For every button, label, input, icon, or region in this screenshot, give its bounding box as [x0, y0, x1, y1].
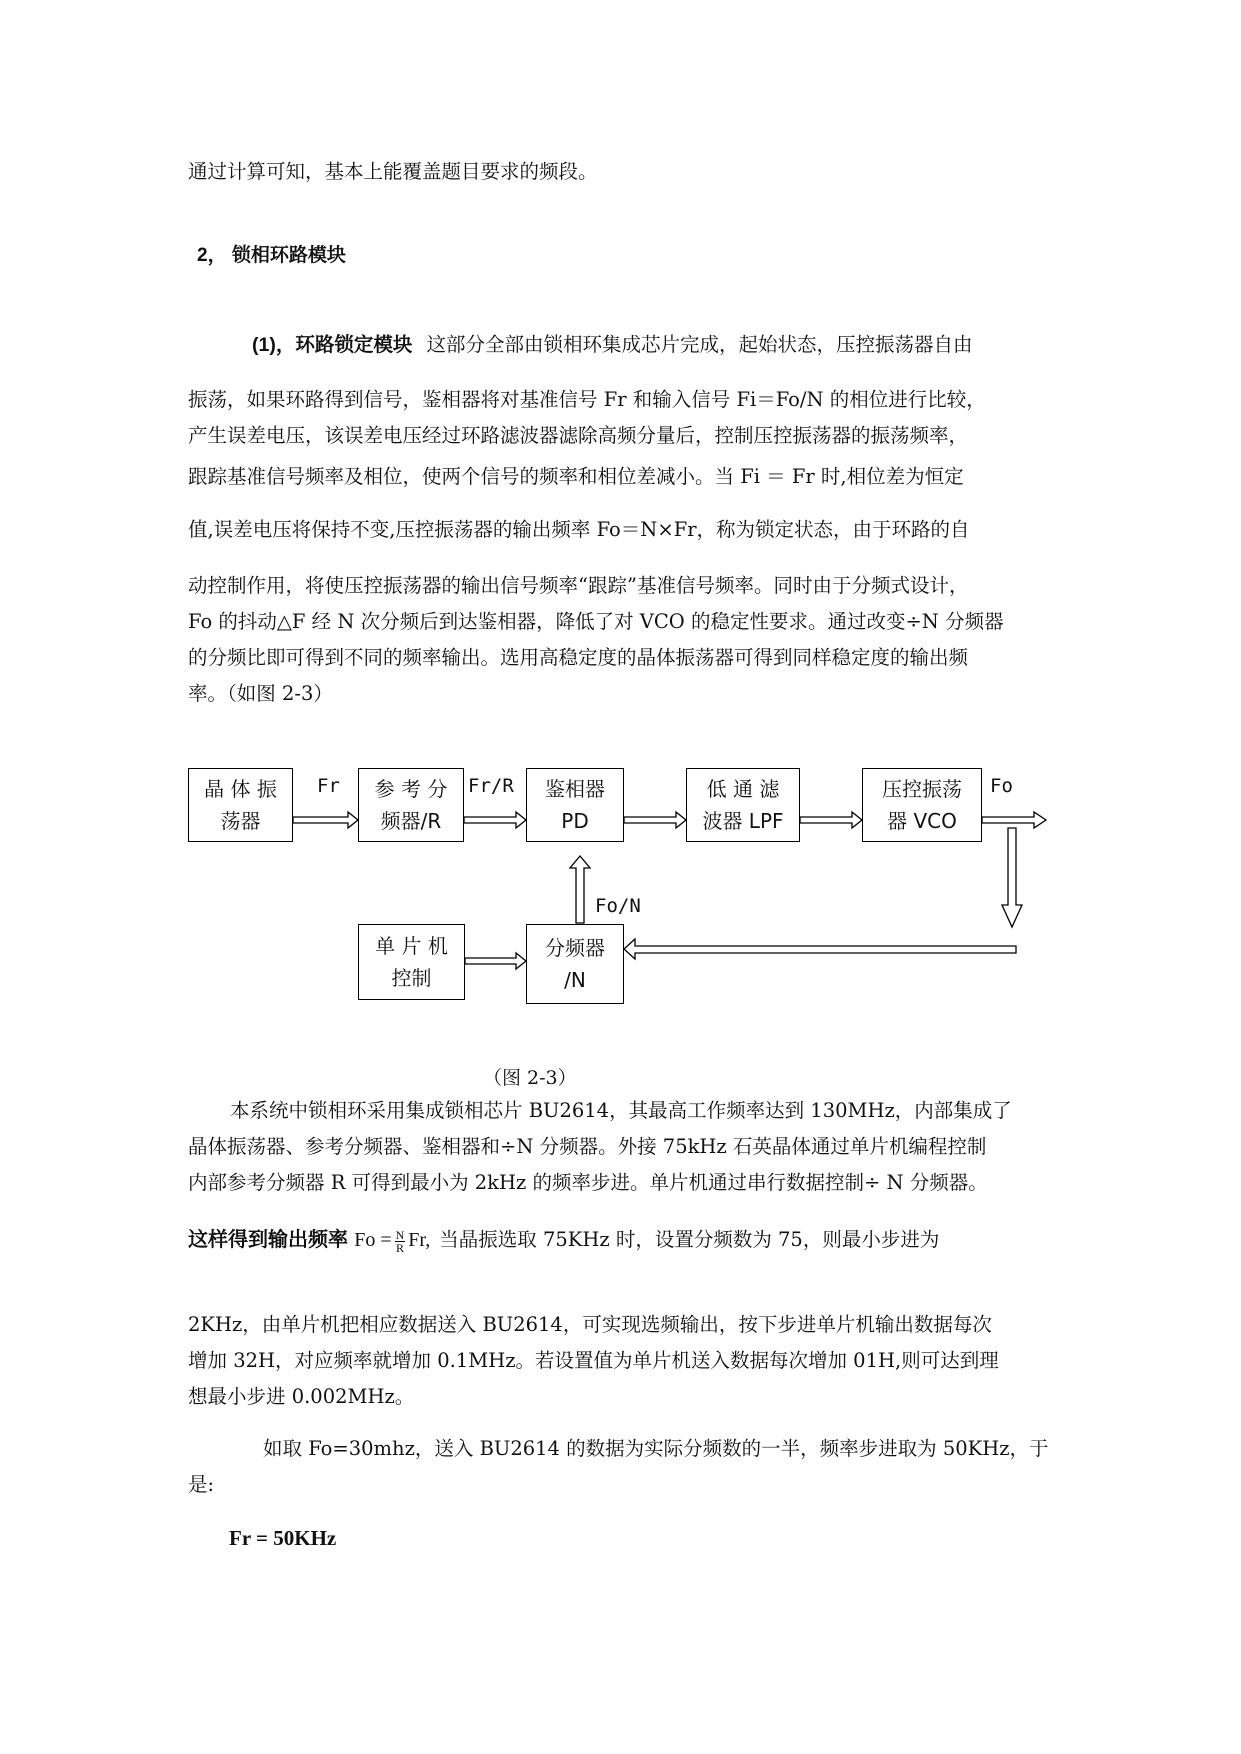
paragraph-line: 2KHz，由单片机把相应数据送入 BU2614，可实现选频输出，按下步进单片机输出数据每次	[188, 1313, 992, 1336]
block-label: 压控振荡	[882, 777, 962, 801]
arrow-feedback-to-ndiv	[624, 939, 1016, 959]
formula-lhs: Fo =	[354, 1229, 392, 1251]
mcu-control-block	[358, 924, 465, 1000]
signal-label-fr-r: Fr/R	[468, 775, 514, 797]
arrow-lpf-to-vco	[800, 812, 862, 828]
formula-rhs: Fr,	[408, 1229, 431, 1251]
paragraph-line: 想最小步进 0.002MHz。	[188, 1385, 415, 1408]
fraction-denominator: R	[395, 1240, 404, 1255]
low-pass-filter-block	[686, 768, 800, 842]
paragraph-line: 跟踪基准信号频率及相位，使两个信号的频率和相位差减小。当 Fi ＝ Fr 时,相位差为恒定	[188, 465, 964, 488]
arrow-feedback-down	[1002, 828, 1022, 927]
block-label: 频器/R	[380, 809, 442, 833]
formula-prefix: 这样得到输出频率	[188, 1229, 348, 1251]
formula	[354, 1227, 435, 1255]
block-label: /N	[564, 968, 586, 992]
figure-caption: （图 2-3）	[483, 1067, 577, 1089]
paragraph-text: 这部分全部由锁相环集成芯片完成，起始状态，压控振荡器自由	[426, 333, 973, 356]
block-label: 控制	[391, 966, 432, 990]
arrow-mcu-to-ndiv	[465, 953, 526, 969]
fraction-numerator: N	[395, 1227, 405, 1242]
block-label: 波器 LPF	[702, 809, 784, 833]
paragraph-line: 是:	[188, 1473, 215, 1496]
block-label: PD	[561, 809, 589, 833]
paragraph-line: Fo 的抖动△F 经 N 次分频后到达鉴相器，降低了对 VCO 的稳定性要求。通过改变÷N 分频器	[188, 610, 1004, 633]
subsection-label: (1)，环路锁定模块	[252, 334, 413, 356]
arrow-osc-to-refdiv	[293, 812, 358, 828]
block-label: 鉴相器	[545, 777, 605, 801]
block-label: 荡器	[220, 809, 261, 833]
paragraph-line: 如取 Fo=30mhz，送入 BU2614 的数据为实际分频数的一半，频率步进取为 50KHz，于	[263, 1437, 1049, 1460]
block-label: 单 片 机	[375, 934, 448, 958]
paragraph-line: 增加 32H，对应频率就增加 0.1MHz。若设置值为单片机送入数据每次增加 01H,则可达到理	[188, 1349, 999, 1372]
signal-label-fo-n: Fo/N	[595, 895, 641, 917]
paragraph-line: 率。（如图 2-3）	[188, 682, 333, 705]
arrow-ndiv-to-pd	[570, 856, 590, 923]
paragraph-line: 通过计算可知，基本上能覆盖题目要求的频段。	[188, 160, 598, 183]
paragraph-line: 晶体振荡器、参考分频器、鉴相器和÷N 分频器。外接 75kHz 石英晶体通过单片机编程控制	[188, 1135, 987, 1158]
block-label: 参 考 分	[374, 777, 448, 801]
vco-block	[862, 768, 982, 842]
formula-line	[188, 1228, 939, 1254]
paragraph-line: 值,误差电压将保持不变,压控振荡器的输出频率 Fo＝N×Fr，称为锁定状态，由于环路的自	[188, 518, 970, 541]
crystal-oscillator-block	[188, 768, 293, 842]
block-label: 晶 体 振	[204, 777, 277, 801]
arrow-pd-to-lpf	[624, 812, 686, 828]
signal-label-fo: Fo	[990, 775, 1013, 797]
block-label: 器 VCO	[887, 809, 957, 833]
paragraph-text: 当晶振选取 75KHz 时，设置分频数为 75，则最小步进为	[439, 1228, 940, 1251]
paragraph-line: 本系统中锁相环采用集成锁相芯片 BU2614，其最高工作频率达到 130MHz，内部集成了	[230, 1099, 1012, 1122]
phase-detector-block	[526, 768, 624, 842]
section-title: 2， 锁相环路模块	[197, 245, 346, 266]
paragraph-line: 动控制作用，将使压控振荡器的输出信号频率“跟踪”基准信号频率。同时由于分频式设计，	[188, 574, 969, 597]
arrow-refdiv-to-pd	[464, 812, 526, 828]
block-label: 分频器	[545, 936, 605, 960]
paragraph-line: 的分频比即可得到不同的频率输出。选用高稳定度的晶体振荡器可得到同样稳定度的输出频	[188, 646, 969, 669]
signal-label-fr: Fr	[317, 775, 340, 797]
formula-fraction	[395, 1229, 406, 1254]
paragraph-line: 产生误差电压，该误差电压经过环路滤波器滤除高频分量后，控制压控振荡器的振荡频率，	[188, 424, 969, 447]
block-label: 低 通 滤	[706, 777, 780, 801]
formula-fr: Fr = 50KHz	[229, 1526, 337, 1550]
paragraph-line: 振荡，如果环路得到信号，鉴相器将对基准信号 Fr 和输入信号 Fi＝Fo/N 的相位进行比较，	[188, 388, 986, 411]
reference-divider-block	[358, 768, 464, 842]
paragraph-line: 内部参考分频器 R 可得到最小为 2kHz 的频率步进。单片机通过串行数据控制÷ N 分频器。	[188, 1171, 988, 1194]
arrow-vco-output	[982, 812, 1046, 828]
n-divider-block	[526, 924, 624, 1004]
